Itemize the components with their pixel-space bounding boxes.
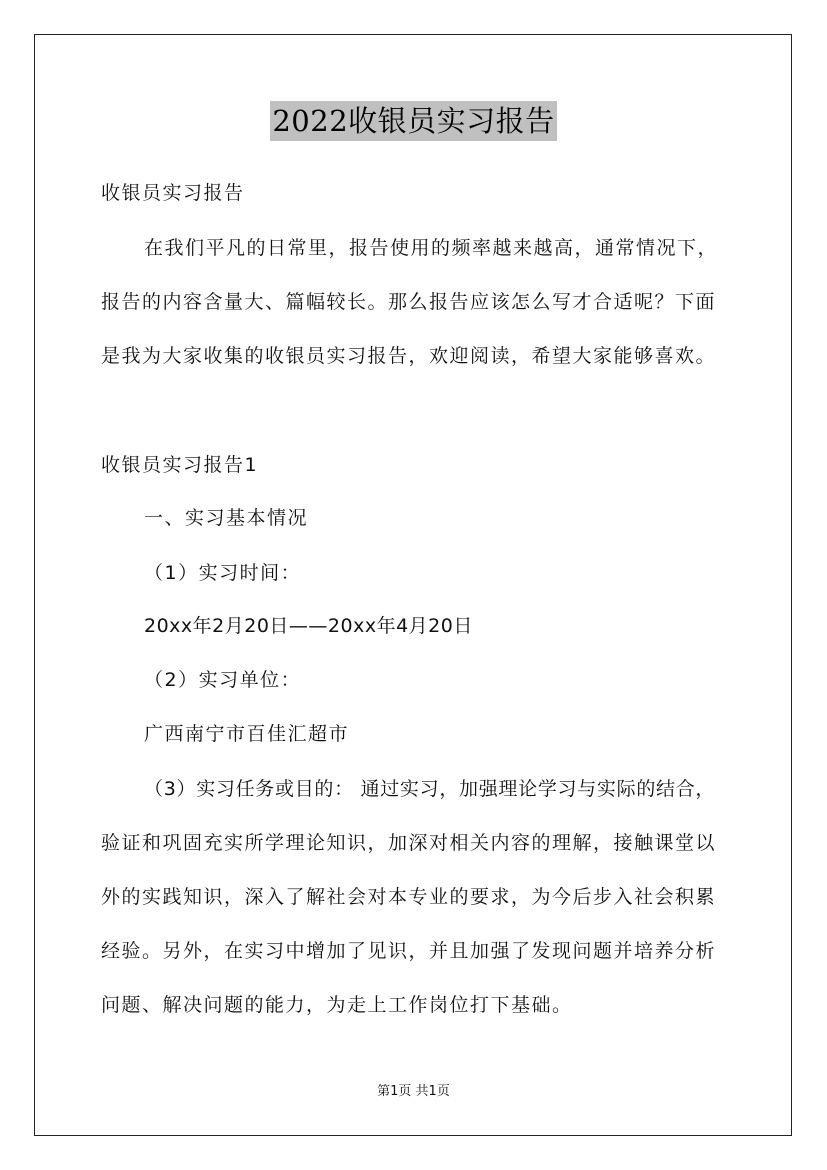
task-line-4: 经验。另外，在实习中增加了见识，并且加强了发现问题并培养分析: [101, 940, 717, 962]
time-label: （1）实习时间：: [144, 562, 302, 584]
time-value: 20xx年2月20日——20xx年4月20日: [144, 615, 473, 637]
subtitle: 收银员实习报告: [101, 182, 245, 204]
title-container: [0, 101, 827, 141]
document-title: 2022收银员实习报告: [270, 101, 556, 141]
unit-label: （2）实习单位：: [144, 669, 302, 691]
unit-value: 广西南宁市百佳汇超市: [144, 723, 350, 745]
intro-line-1: 在我们平凡的日常里，报告使用的频率越来越高，通常情况下，: [144, 237, 719, 259]
task-line-5: 问题、解决问题的能力，为走上工作岗位打下基础。: [101, 994, 573, 1016]
task-line-2: 验证和巩固充实所学理论知识，加深对相关内容的理解，接触课堂以: [101, 832, 717, 854]
page-number: 第1页 共1页: [377, 1084, 450, 1099]
intro-line-2: 报告的内容含量大、篇幅较长。那么报告应该怎么写才合适呢？下面: [101, 291, 717, 313]
section-heading: 收银员实习报告1: [101, 454, 259, 476]
intro-line-3: 是我为大家收集的收银员实习报告，欢迎阅读，希望大家能够喜欢。: [101, 345, 717, 367]
task-line-3: 外的实践知识，深入了解社会对本专业的要求，为今后步入社会积累: [101, 886, 717, 908]
part-heading: 一、实习基本情况: [144, 507, 309, 529]
task-line-1: （3）实习任务或目的： 通过实习，加强理论学习与实际的结合，: [144, 778, 716, 800]
